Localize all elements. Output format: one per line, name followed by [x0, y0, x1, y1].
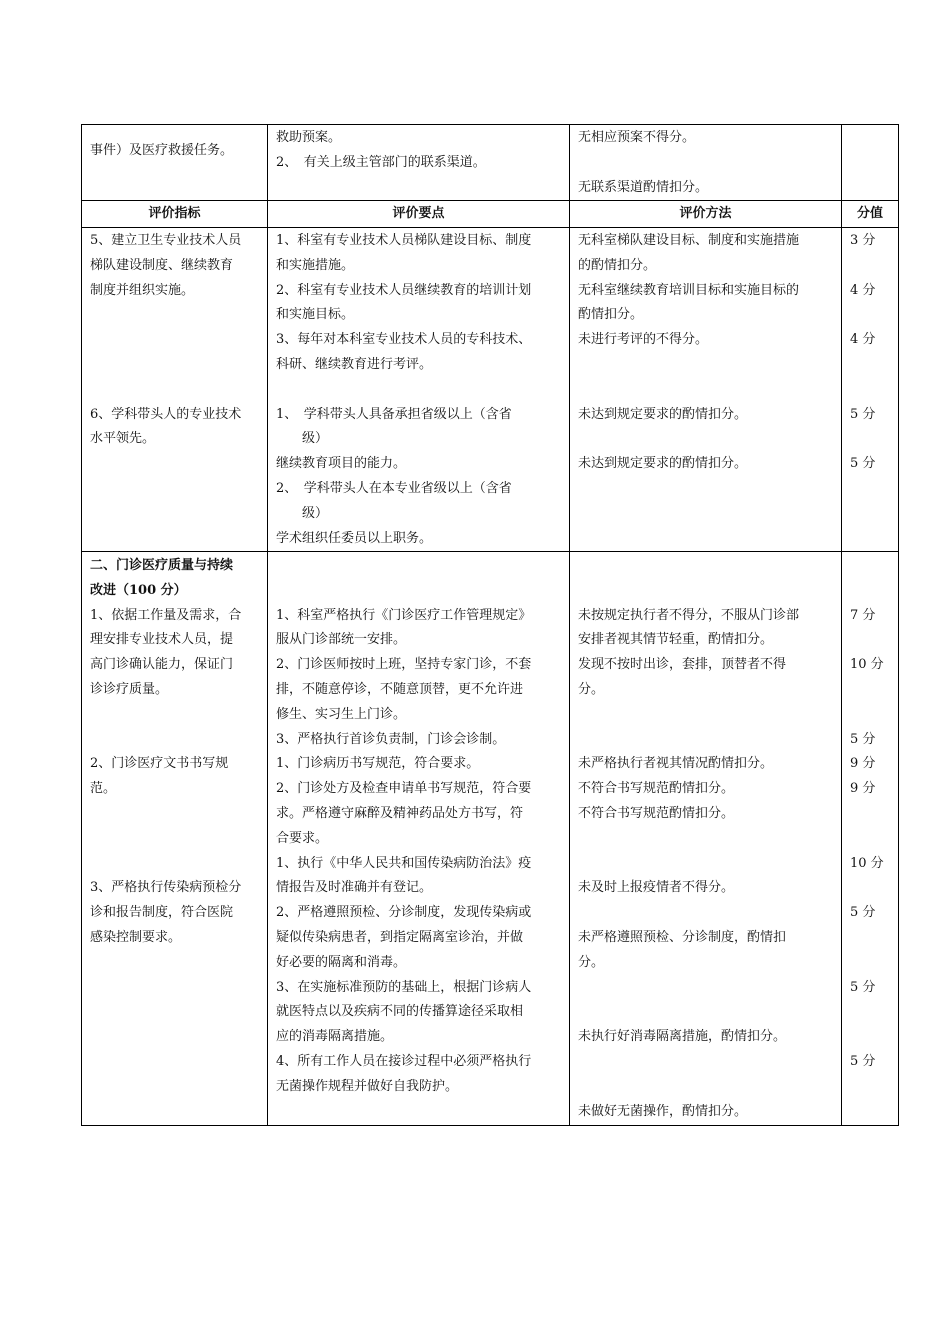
method-line — [578, 151, 836, 176]
method-line — [578, 579, 836, 604]
points-line — [276, 579, 564, 604]
method-line: 未及时上报疫情者不得分。 — [578, 880, 735, 896]
score-value: 4 分 — [850, 332, 876, 348]
points-line: 和实施目标。 — [276, 307, 355, 323]
score-value — [850, 703, 896, 728]
indicator-line — [90, 728, 262, 753]
points-line: 服从门诊部统一安排。 — [276, 632, 407, 648]
method-line: 分。 — [578, 954, 605, 970]
score-value: 10 分 — [850, 657, 884, 673]
method-line: 无科室梯队建设目标、制度和实施措施 — [578, 233, 800, 248]
points-line: 3、严格执行首诊负责制，门诊会诊制。 — [276, 731, 506, 747]
block1-points-cell — [276, 229, 564, 551]
points-line: 学术组织任委员以上职务。 — [276, 530, 433, 546]
col-line-2 — [569, 124, 570, 1126]
points-line: 情报告及时准确并有登记。 — [276, 880, 433, 896]
col-line-4 — [898, 124, 899, 1126]
indicator-line: 诊和报告制度，符合医院 — [90, 905, 234, 921]
points-line: 和实施措施。 — [276, 257, 355, 273]
points-line: 级） — [276, 431, 329, 447]
score-value: 5 分 — [850, 731, 876, 747]
points-line: 1、科室严格执行《门诊医疗工作管理规定》 — [276, 607, 532, 623]
points-line: 2、 学科带头人在本专业省级以上（含省 — [276, 480, 512, 496]
block1-score-cell — [850, 229, 896, 477]
points-line: 1、 学科带头人具备承担省级以上（含省 — [276, 406, 512, 422]
block2-indicator-cell — [90, 554, 262, 951]
score-value — [850, 951, 896, 976]
method-line — [578, 1050, 836, 1075]
indicator-line: 3、严格执行传染病预检分 — [90, 880, 242, 896]
score-value: 10 分 — [850, 855, 884, 871]
table-border-bottom — [81, 1125, 899, 1126]
col-line-1 — [267, 124, 268, 1126]
method-line: 酌情扣分。 — [578, 307, 644, 323]
method-line — [578, 378, 836, 403]
top-points-cell — [276, 126, 564, 176]
points-line: 科研、继续教育进行考评。 — [276, 356, 433, 372]
indicator-line: 范。 — [90, 781, 117, 797]
points-line: 排，不随意停诊，不随意顶替，更不允许进 — [276, 681, 524, 697]
indicator-line — [90, 852, 262, 877]
score-value — [850, 926, 896, 951]
method-line: 未进行考评的不得分。 — [578, 332, 709, 348]
header-rule-bottom — [81, 227, 899, 228]
indicator-line — [90, 703, 262, 728]
points-line: 1、执行《中华人民共和国传染病防治法》疫 — [276, 855, 532, 871]
score-value — [850, 353, 896, 378]
top-indicator-cell — [90, 139, 262, 164]
indicator-line — [90, 378, 262, 403]
score-value: 5 分 — [850, 1053, 876, 1069]
method-line — [578, 976, 836, 1001]
method-line — [578, 827, 836, 852]
block1-indicator-cell — [90, 229, 262, 452]
score-value: 5 分 — [850, 406, 876, 422]
indicator-line — [90, 353, 262, 378]
score-value — [850, 1000, 896, 1025]
indicator-line: 1、依据工作量及需求，合 — [90, 607, 242, 623]
method-line: 未达到规定要求的酌情扣分。 — [578, 456, 748, 472]
score-value: 5 分 — [850, 456, 876, 472]
section-heading: 二、门诊医疗质量与持续 — [90, 558, 234, 573]
header-points: 评价要点 — [392, 206, 445, 221]
method-line — [578, 1075, 836, 1100]
score-value: 9 分 — [850, 756, 876, 772]
indicator-line: 制度并组织实施。 — [90, 282, 195, 298]
indicator-line — [90, 802, 262, 827]
points-line: 级） — [276, 505, 329, 521]
method-line: 分。 — [578, 681, 605, 697]
method-line: 未严格执行者视其情况酌情扣分。 — [578, 756, 774, 772]
indicator-line: 事件）及医疗救援任务。 — [90, 143, 234, 158]
score-value: 7 分 — [850, 607, 876, 623]
score-value — [850, 827, 896, 852]
points-line — [276, 378, 564, 403]
method-line — [578, 427, 836, 452]
method-line: 未做好无菌操作，酌情扣分。 — [578, 1103, 748, 1119]
score-value — [850, 1025, 896, 1050]
indicator-line — [90, 827, 262, 852]
header-score: 分值 — [856, 206, 883, 221]
score-value: 9 分 — [850, 781, 876, 797]
points-line: 救助预案。 — [276, 130, 342, 145]
score-value: 3 分 — [850, 233, 876, 248]
indicator-line: 梯队建设制度、继续教育 — [90, 257, 234, 273]
points-line: 4、所有工作人员在接诊过程中必须严格执行 — [276, 1053, 532, 1069]
points-line: 继续教育项目的能力。 — [276, 456, 407, 472]
block2-method-cell — [578, 554, 836, 1124]
method-line: 的酌情扣分。 — [578, 257, 657, 273]
method-line: 未达到规定要求的酌情扣分。 — [578, 406, 748, 422]
points-line: 3、每年对本科室专业技术人员的专科技术、 — [276, 332, 532, 348]
points-line: 1、门诊病历书写规范，符合要求。 — [276, 756, 480, 772]
indicator-line: 水平领先。 — [90, 431, 156, 447]
points-line: 合要求。 — [276, 830, 329, 846]
score-value — [850, 876, 896, 901]
indicator-line: 诊诊疗质量。 — [90, 681, 169, 697]
method-line: 未执行好消毒隔离措施，酌情扣分。 — [578, 1029, 787, 1045]
score-value — [850, 254, 896, 279]
score-value — [850, 628, 896, 653]
col-line-0 — [81, 124, 82, 1126]
header-indicator: 评价指标 — [148, 206, 201, 221]
method-line — [578, 901, 836, 926]
score-value — [850, 802, 896, 827]
method-line — [578, 1000, 836, 1025]
points-line: 求。严格遵守麻醉及精神药品处方书写，符 — [276, 805, 524, 821]
method-line: 无科室继续教育培训目标和实施目标的 — [578, 282, 800, 298]
points-line: 2、门诊医师按时上班，坚持专家门诊，不套 — [276, 657, 532, 673]
points-line: 2、严格遵照预检、分诊制度，发现传染病或 — [276, 905, 532, 921]
indicator-line: 6、学科带头人的专业技术 — [90, 406, 242, 422]
indicator-line: 高门诊确认能力，保证门 — [90, 657, 234, 673]
method-line — [578, 852, 836, 877]
points-line: 疑似传染病患者，到指定隔离室诊治，并做 — [276, 929, 524, 945]
method-line: 未按规定执行者不得分，不服从门诊部 — [578, 607, 800, 623]
method-line: 发现不按时出诊，套排，顶替者不得 — [578, 657, 787, 673]
method-line: 未严格遵照预检、分诊制度，酌情扣 — [578, 929, 787, 945]
score-value — [850, 427, 896, 452]
method-line — [578, 353, 836, 378]
score-value — [850, 554, 896, 579]
section-heading: 改进（100 分） — [90, 582, 187, 598]
points-line: 无菌操作规程并做好自我防护。 — [276, 1078, 459, 1094]
score-value — [850, 579, 896, 604]
points-line: 好必要的隔离和消毒。 — [276, 954, 407, 970]
indicator-line: 5、建立卫生专业技术人员 — [90, 233, 242, 248]
method-line: 无相应预案不得分。 — [578, 130, 696, 145]
method-line: 安排者视其情节轻重，酌情扣分。 — [578, 632, 774, 648]
col-line-3 — [841, 124, 842, 1126]
points-line: 修生、实习生上门诊。 — [276, 706, 407, 722]
method-line: 不符合书写规范酌情扣分。 — [578, 781, 735, 797]
method-line: 无联系渠道酌情扣分。 — [578, 179, 709, 195]
table-border-top — [81, 124, 899, 125]
points-line: 应的消毒隔离措施。 — [276, 1029, 394, 1045]
top-method-cell — [578, 126, 836, 200]
score-value — [850, 678, 896, 703]
method-line — [578, 554, 836, 579]
indicator-line: 理安排专业技术人员，提 — [90, 632, 234, 648]
method-line — [578, 703, 836, 728]
points-line: 2、门诊处方及检查申请单书写规范，符合要 — [276, 781, 532, 797]
points-line: 1、科室有专业技术人员梯队建设目标、制度 — [276, 233, 532, 248]
score-value: 5 分 — [850, 979, 876, 995]
points-line — [276, 554, 564, 579]
block2-score-cell — [850, 554, 896, 1075]
indicator-line — [90, 303, 262, 328]
points-line: 3、在实施标准预防的基础上，根据门诊病人 — [276, 979, 532, 995]
indicator-line: 感染控制要求。 — [90, 929, 182, 945]
block2-points-cell — [276, 554, 564, 1100]
block1-method-cell — [578, 229, 836, 477]
indicator-line: 2、门诊医疗文书书写规 — [90, 756, 229, 772]
header-method: 评价方法 — [679, 206, 732, 221]
points-line: 2、 有关上级主管部门的联系渠道。 — [276, 154, 486, 170]
method-line: 不符合书写规范酌情扣分。 — [578, 805, 735, 821]
points-line: 2、科室有专业技术人员继续教育的培训计划 — [276, 282, 532, 298]
indicator-line — [90, 328, 262, 353]
score-value — [850, 378, 896, 403]
score-value — [850, 303, 896, 328]
score-value: 4 分 — [850, 282, 876, 298]
score-value: 5 分 — [850, 905, 876, 921]
method-line — [578, 728, 836, 753]
points-line: 就医特点以及疾病不同的传播算途径采取相 — [276, 1004, 524, 1020]
